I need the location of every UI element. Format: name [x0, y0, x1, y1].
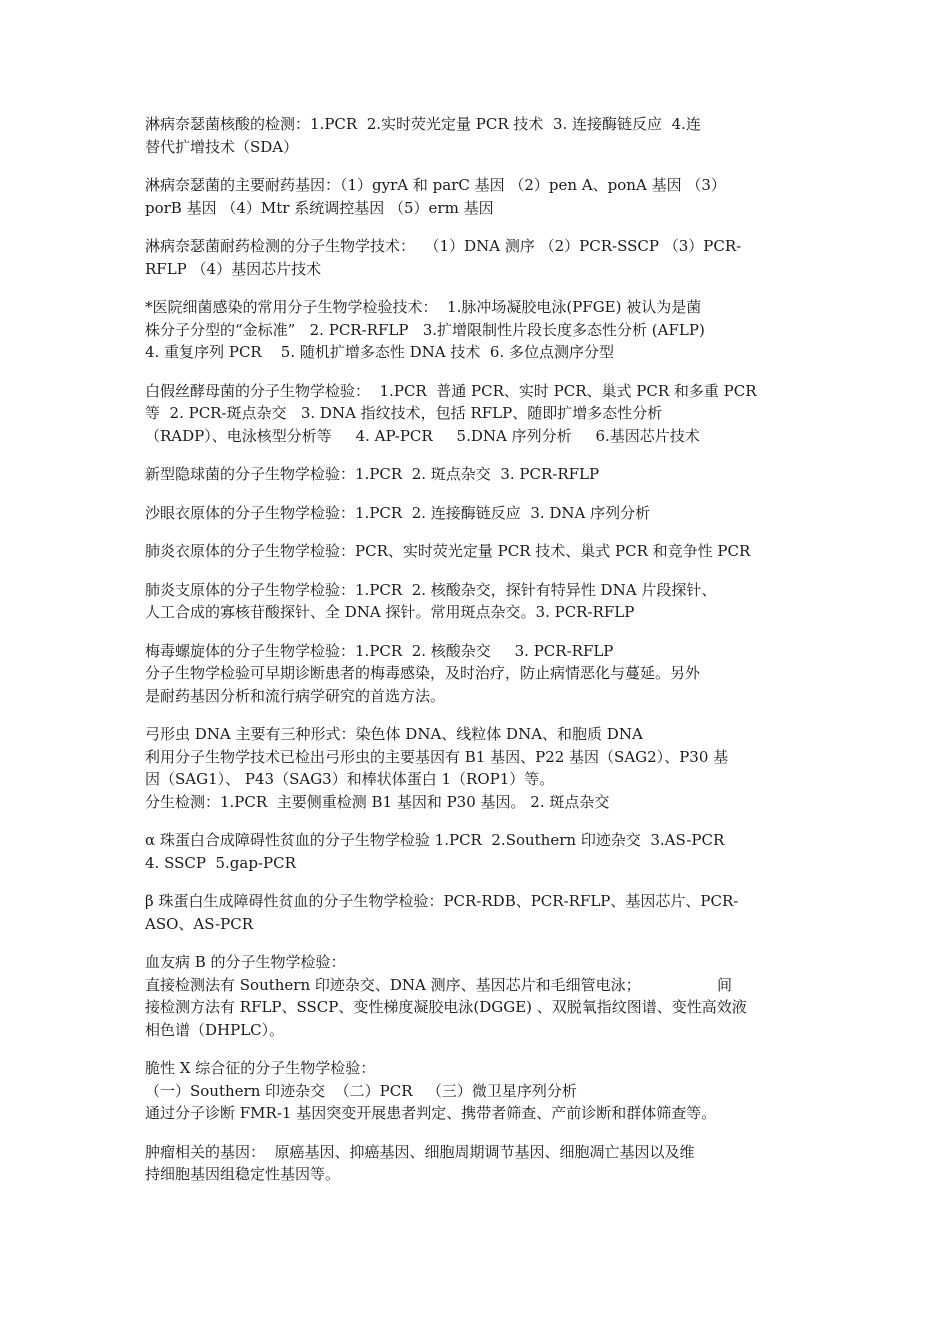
- text-line: 利用分子生物学技术已检出弓形虫的主要基因有 B1 基因、P22 基因（SAG2）、P30 基: [145, 747, 729, 766]
- paragraph-hemophilia-b: [145, 951, 815, 1041]
- text-line: 等 2. PCR-斑点杂交 3. DNA 指纹技术，包括 RFLP、随即扩增多态性分析: [145, 404, 663, 422]
- paragraph-fragile-x: [145, 1057, 815, 1125]
- text-line: 分生检测：1.PCR 主要侧重检测 B1 基因和 P30 基因。 2. 斑点杂交: [145, 792, 610, 811]
- text-line: 株分子分型的“金标准” 2. PCR-RFLP 3.扩增限制性片段长度多态性分析 (AFLP): [145, 320, 705, 339]
- text-line: 淋病奈瑟菌核酸的检测：1.PCR 2.实时荧光定量 PCR 技术 3. 连接酶链反应 4.连: [145, 115, 701, 133]
- text-line: 血友病 B 的分子生物学检验：: [145, 953, 346, 971]
- text-line: β 珠蛋白生成障碍性贫血的分子生物学检验：PCR-RDB、PCR-RFLP、基因芯片、PCR-: [145, 892, 739, 910]
- paragraph-gonorrhea-nucleic-acid-detection: [145, 113, 815, 158]
- text-line: 白假丝酵母菌的分子生物学检验： 1.PCR 普通 PCR、实时 PCR、巢式 PCR 和多重 PCR: [145, 381, 757, 400]
- text-line: 持细胞基因组稳定性基因等。: [145, 1165, 341, 1183]
- document-body: [145, 113, 815, 1202]
- text-line: 肺炎衣原体的分子生物学检验：PCR、实时荧光定量 PCR 技术、巢式 PCR 和竞争性 PCR: [145, 542, 751, 560]
- paragraph-gonorrhea-resistance-genes: [145, 174, 815, 219]
- text-line: 因（SAG1）、 P43（SAG3）和棒状体蛋白 1（ROP1）等。: [145, 770, 555, 788]
- text-line: （一）Southern 印迹杂交 （二）PCR （三）微卫星序列分析: [145, 1081, 577, 1100]
- text-line: 沙眼衣原体的分子生物学检验：1.PCR 2. 连接酶链反应 3. DNA 序列分析: [145, 503, 651, 522]
- text-line: 通过分子诊断 FMR-1 基因突变开展患者判定、携带者筛查、产前诊断和群体筛查等。: [145, 1104, 717, 1122]
- paragraph-tumor-genes: [145, 1141, 815, 1186]
- text-line: 直接检测法有 Southern 印迹杂交、DNA 测序、基因芯片和毛细管电泳； 间: [145, 975, 732, 994]
- paragraph-cryptococcus: [145, 463, 815, 486]
- paragraph-candida-albicans: [145, 380, 815, 448]
- text-line: 相色谱（DHPLC）。: [145, 1020, 285, 1039]
- text-line: α 珠蛋白合成障碍性贫血的分子生物学检验 1.PCR 2.Southern 印迹杂交 3.AS-PCR: [145, 831, 725, 849]
- paragraph-chlamydia-trachomatis: [145, 502, 815, 525]
- text-line: 4. 重复序列 PCR 5. 随机扩增多态性 DNA 技术 6. 多位点测序分型: [145, 343, 615, 361]
- paragraph-beta-thalassemia: [145, 890, 815, 935]
- paragraph-gonorrhea-resistance-techniques: [145, 235, 815, 280]
- text-line: 4. SSCP 5.gap-PCR: [145, 853, 296, 872]
- text-line: 肺炎支原体的分子生物学检验：1.PCR 2. 核酸杂交，探针有特异性 DNA 片段探针、: [145, 580, 717, 599]
- text-line: 弓形虫 DNA 主要有三种形式：染色体 DNA、线粒体 DNA、和胞质 DNA: [145, 725, 643, 743]
- text-line: 肿瘤相关的基因： 原癌基因、抑癌基因、细胞周期调节基因、细胞凋亡基因以及维: [145, 1142, 695, 1161]
- text-line: porB 基因 （4）Mtr 系统调控基因 （5）erm 基因: [145, 198, 494, 217]
- paragraph-hospital-infection-techniques: [145, 296, 815, 364]
- text-line: 替代扩增技术（SDA）: [145, 137, 299, 156]
- text-line: RFLP （4）基因芯片技术: [145, 259, 322, 278]
- text-line: 脆性 X 综合征的分子生物学检验：: [145, 1059, 376, 1077]
- paragraph-mycoplasma-pneumoniae: [145, 579, 815, 624]
- text-line: 淋病奈瑟菌耐药检测的分子生物学技术： （1）DNA 测序 （2）PCR-SSCP （3）PCR-: [145, 237, 742, 255]
- text-line: 淋病奈瑟菌的主要耐药基因：（1）gyrA 和 parC 基因 （2）pen A、ponA 基因 （3）: [145, 176, 726, 194]
- text-line: 人工合成的寡核苷酸探针、全 DNA 探针。常用斑点杂交。3. PCR-RFLP: [145, 603, 635, 621]
- text-line: 分子生物学检验可早期诊断患者的梅毒感染，及时治疗，防止病情恶化与蔓延。另外: [145, 664, 701, 682]
- paragraph-alpha-thalassemia: [145, 829, 815, 874]
- text-line: 是耐药基因分析和流行病学研究的首选方法。: [145, 686, 446, 705]
- paragraph-toxoplasma: [145, 723, 815, 813]
- paragraph-chlamydia-pneumoniae: [145, 540, 815, 563]
- paragraph-treponema-pallidum: [145, 640, 815, 708]
- text-line: 接检测方法有 RFLP、SSCP、变性梯度凝胶电泳(DGGE) 、双脱氧指纹图谱、变性高效液: [145, 998, 747, 1016]
- text-line: （RADP）、电泳核型分析等 4. AP-PCR 5.DNA 序列分析 6.基因芯片技术: [145, 426, 700, 445]
- text-line: 梅毒螺旋体的分子生物学检验：1.PCR 2. 核酸杂交 3. PCR-RFLP: [145, 641, 614, 660]
- text-line: *医院细菌感染的常用分子生物学检验技术： 1.脉冲场凝胶电泳(PFGE) 被认为是菌: [145, 298, 702, 316]
- text-line: ASO、AS-PCR: [145, 914, 253, 933]
- text-line: 新型隐球菌的分子生物学检验：1.PCR 2. 斑点杂交 3. PCR-RFLP: [145, 465, 600, 483]
